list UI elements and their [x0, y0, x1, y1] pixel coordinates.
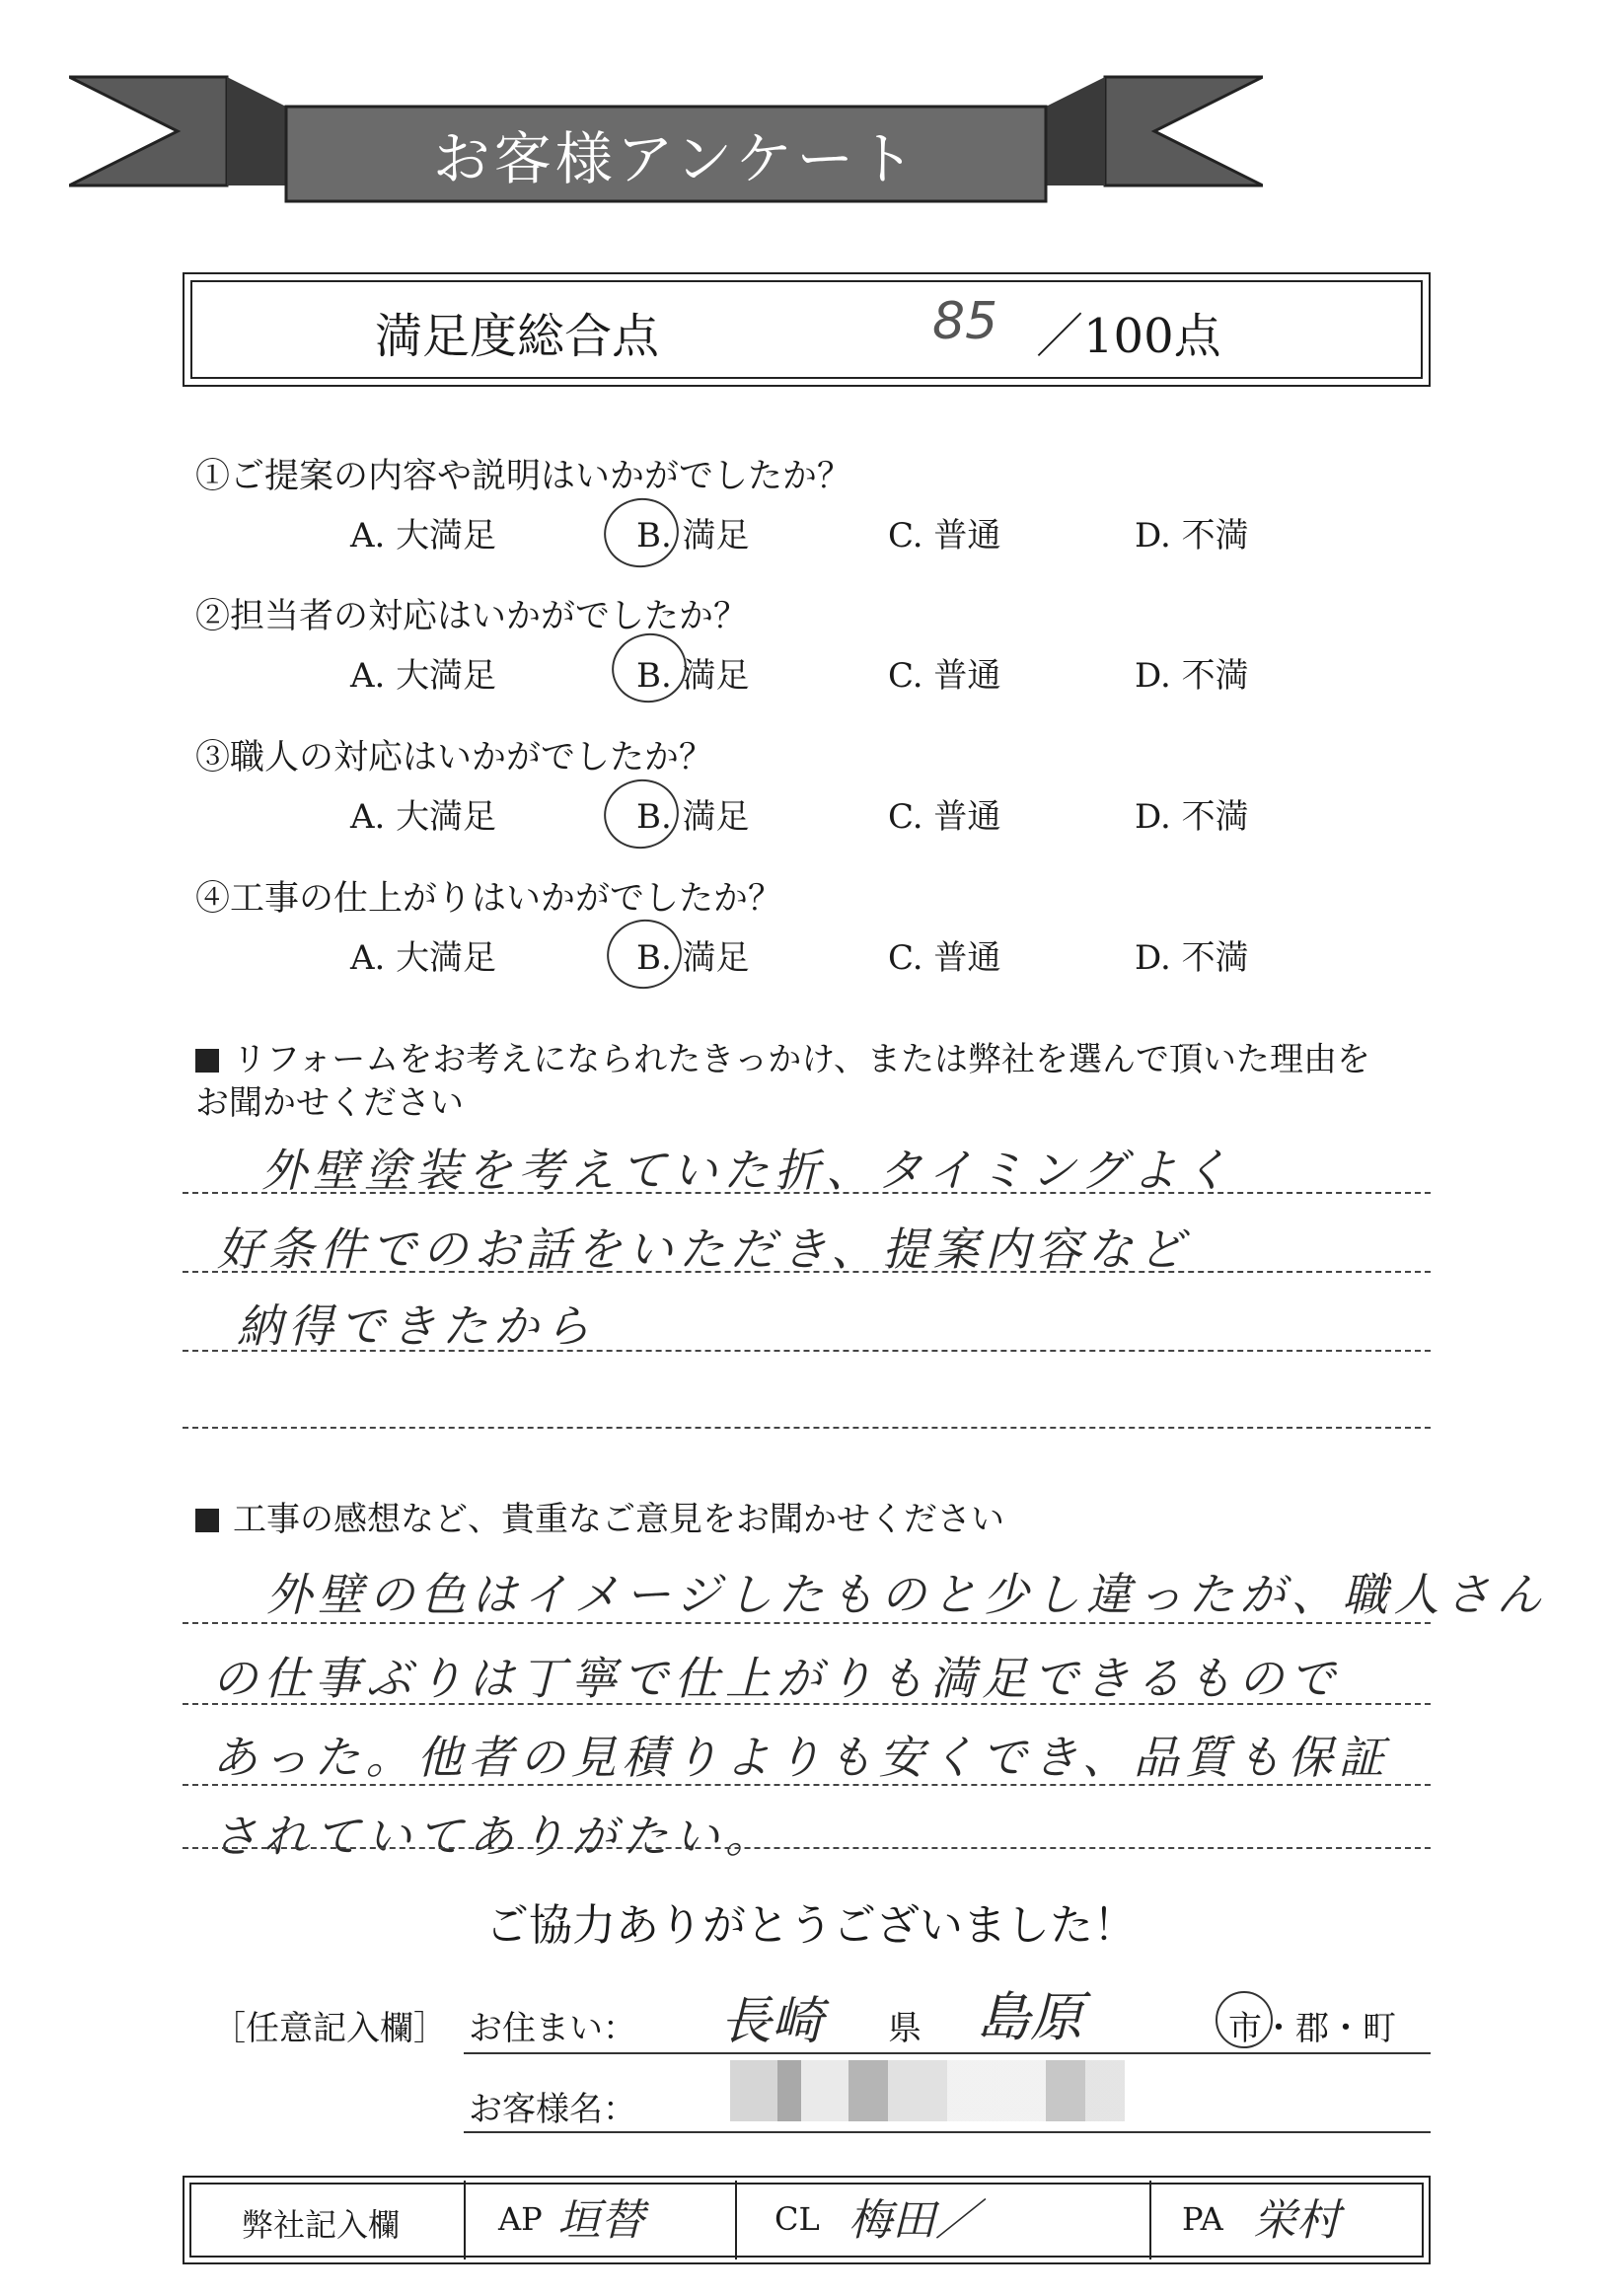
question-2-option-a[interactable]: A. 大満足: [350, 656, 497, 696]
banner-ribbon-right: [1105, 77, 1263, 185]
feedback-answer-line-4[interactable]: されていてありがたい。: [212, 1810, 776, 1863]
question-2-option-d[interactable]: D. 不満: [1135, 656, 1249, 696]
score-value-handwritten[interactable]: 85: [932, 292, 998, 351]
customer-name-redacted: [730, 2060, 1125, 2121]
ap-name-handwritten[interactable]: 垣替: [557, 2195, 644, 2246]
reason-answer-line-1[interactable]: 外壁塗装を考えていた折、タイミングよく: [261, 1144, 1235, 1197]
question-3-selection-circle: [598, 773, 686, 855]
reason-rule-2: [183, 1271, 1431, 1273]
question-3-option-b[interactable]: B. 満足: [636, 797, 750, 837]
question-4-option-b[interactable]: B. 満足: [636, 938, 750, 978]
question-1-option-b[interactable]: B. 満足: [636, 516, 750, 555]
question-4-option-d[interactable]: D. 不満: [1135, 938, 1249, 978]
question-1-option-d[interactable]: D. 不満: [1135, 516, 1249, 555]
question-3-option-d[interactable]: D. 不満: [1135, 797, 1249, 837]
address-label: お住まい：: [469, 2009, 636, 2048]
feedback-heading-text: 工事の感想など、貴重なご意見をお聞かせください: [233, 1500, 1004, 1539]
customer-name-label: お客様名：: [469, 2090, 636, 2129]
feedback-rule-4: [183, 1847, 1431, 1849]
staff-section-label: 弊社記入欄: [242, 2206, 401, 2244]
feedback-heading: [195, 1498, 1004, 1541]
staff-divider-3: [1149, 2181, 1151, 2259]
question-1-text: ①ご提案の内容や説明はいかがでしたか？: [195, 457, 852, 496]
question-4-text: ④工事の仕上がりはいかがでしたか？: [195, 879, 783, 919]
feedback-answer-line-2[interactable]: の仕事ぶりは丁寧で仕上がりも満足できるもので: [212, 1652, 1341, 1705]
question-4-selection-circle: [601, 913, 689, 996]
score-box: [183, 272, 1431, 387]
question-2-option-b[interactable]: B. 満足: [636, 656, 750, 696]
question-2-text: ②担当者の対応はいかがでしたか？: [195, 597, 749, 636]
feedback-answer-line-1[interactable]: 外壁の色はイメージしたものと少し違ったが、職人さん: [266, 1568, 1548, 1621]
staff-divider-1: [464, 2181, 466, 2259]
name-underline: [464, 2131, 1431, 2133]
question-1-option-c[interactable]: C. 普通: [888, 516, 1001, 555]
cl-name-handwritten[interactable]: 梅田／: [848, 2195, 979, 2246]
question-3-option-a[interactable]: A. 大満足: [350, 797, 497, 837]
question-4-option-a[interactable]: A. 大満足: [350, 938, 497, 978]
question-1-selection-circle: [598, 491, 686, 574]
staff-divider-2: [735, 2181, 737, 2259]
question-2-selection-circle: [606, 627, 694, 709]
banner-ribbon-left: [69, 77, 227, 185]
score-label: 満足度総合点: [375, 309, 660, 364]
question-2-option-c[interactable]: C. 普通: [888, 656, 1001, 696]
reason-heading-line2: お聞かせください: [195, 1083, 464, 1123]
reason-answer-line-2[interactable]: 好条件でのお話をいただき、提案内容など: [217, 1222, 1191, 1276]
question-3-text: ③職人の対応はいかがでしたか？: [195, 738, 714, 778]
reason-heading: [195, 1038, 1370, 1125]
question-1-option-a[interactable]: A. 大満足: [350, 516, 497, 555]
banner-fold-left: [227, 77, 286, 185]
prefecture-value-handwritten[interactable]: 長崎: [720, 1992, 824, 2051]
reason-rule-4: [183, 1427, 1431, 1429]
page-title: お客様アンケート: [432, 125, 920, 192]
reason-heading-line1: リフォームをお考えになられたきっかけ、または弊社を選んで頂いた理由を: [233, 1040, 1370, 1079]
pa-label: PA: [1182, 2200, 1223, 2238]
city-type-options[interactable]: 市・郡・町: [1228, 2009, 1396, 2048]
reason-rule-3: [183, 1350, 1431, 1352]
square-bullet-icon: [195, 1509, 219, 1532]
pa-name-handwritten[interactable]: 栄村: [1253, 2195, 1340, 2246]
address-underline: [464, 2052, 1431, 2054]
question-4-option-c[interactable]: C. 普通: [888, 938, 1001, 978]
prefecture-suffix: 県: [888, 2009, 922, 2048]
score-max: ／100点: [1036, 309, 1221, 364]
feedback-rule-1: [183, 1622, 1431, 1624]
feedback-rule-2: [183, 1703, 1431, 1705]
cl-label: CL: [774, 2200, 820, 2238]
feedback-rule-3: [183, 1784, 1431, 1786]
thanks-message: ご協力ありがとうございました！: [485, 1900, 1137, 1951]
optional-section-label: ［任意記入欄］: [212, 2009, 447, 2048]
reason-rule-1: [183, 1192, 1431, 1194]
question-3-option-c[interactable]: C. 普通: [888, 797, 1001, 837]
reason-answer-line-3[interactable]: 納得できたから: [237, 1299, 596, 1353]
square-bullet-icon: [195, 1049, 219, 1073]
feedback-answer-line-3[interactable]: あった。他者の見積りよりも安くでき、品質も保証: [212, 1731, 1390, 1784]
ap-label: AP: [498, 2200, 543, 2238]
city-value-handwritten[interactable]: 島原: [977, 1986, 1083, 2048]
